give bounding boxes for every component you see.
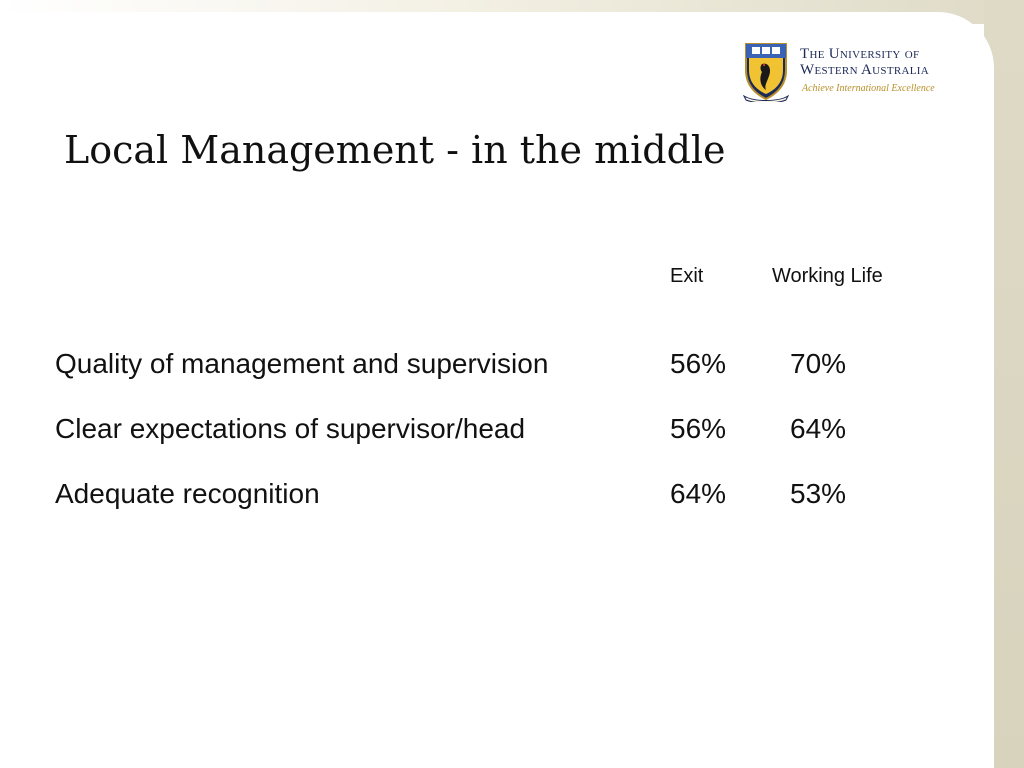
university-tagline: Achieve International Excellence xyxy=(802,83,935,94)
table-row xyxy=(55,348,935,384)
table-row xyxy=(55,413,935,449)
row-label: Adequate recognition xyxy=(55,478,320,509)
column-header-working-life: Working Life xyxy=(772,265,883,287)
row-exit-value: 64% xyxy=(670,478,727,509)
row-working-life-value: 53% xyxy=(790,478,847,509)
row-working-life-value: 64% xyxy=(790,413,847,444)
column-header-exit: Exit xyxy=(670,265,704,287)
university-crest-icon xyxy=(742,40,790,102)
university-name-line2: Western Australia xyxy=(800,62,929,78)
row-label: Quality of management and supervision xyxy=(55,348,549,379)
university-logo xyxy=(742,40,958,102)
row-working-life-value: 70% xyxy=(790,348,847,379)
slide-title: Local Management - in the middle xyxy=(64,128,726,172)
university-name xyxy=(800,46,929,78)
row-exit-value: 56% xyxy=(670,413,727,444)
table-row xyxy=(55,478,935,514)
row-label: Clear expectations of supervisor/head xyxy=(55,413,526,444)
university-name-line1: The University of xyxy=(800,46,920,62)
slide-panel xyxy=(0,12,994,768)
row-exit-value: 56% xyxy=(670,348,727,379)
